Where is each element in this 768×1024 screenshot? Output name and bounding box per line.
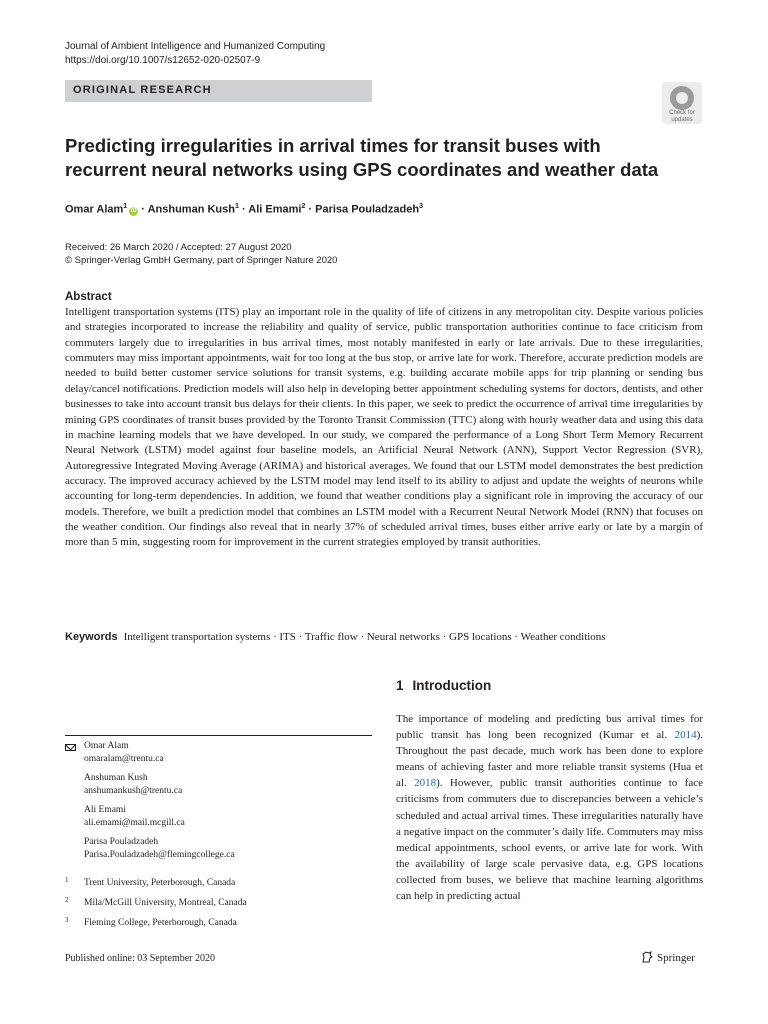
orcid-icon[interactable]: iD	[130, 207, 137, 214]
corresponding-authors	[65, 740, 372, 868]
envelope-icon	[65, 744, 76, 751]
copyright-notice: © Springer-Verlag GmbH Germany, part of Springer Nature 2020	[65, 255, 338, 266]
author-name: Ali Emami	[248, 203, 302, 216]
section-number: 1	[396, 678, 404, 693]
footnote-author-email[interactable]: omaralam@trentu.ca	[84, 753, 164, 764]
keywords	[65, 631, 606, 643]
publisher-logo	[640, 950, 695, 964]
affiliation-number: 3	[65, 916, 69, 924]
check-updates-line1: Check for	[669, 110, 695, 116]
affiliation-number: 2	[65, 896, 69, 904]
footnote-author-email[interactable]: anshumankush@trentu.ca	[84, 785, 183, 796]
author-name: Anshuman Kush	[147, 203, 235, 216]
affiliation-text: Trent University, Peterborough, Canada	[84, 878, 236, 888]
affiliation-item	[65, 877, 372, 889]
footnote-author	[84, 804, 372, 829]
footnote-divider	[65, 735, 372, 736]
footnote-author-email[interactable]: ali.emami@mail.mcgill.ca	[84, 817, 185, 828]
author-affil-number: 2	[301, 203, 306, 210]
article-title: Predicting irregularities in arrival times for transit buses with recurrent neural networks using GPS coordinates and weather data	[65, 135, 659, 180]
keywords-list: Intelligent transportation systems · ITS · Traffic flow · Neural networks · GPS locations · Weather conditions	[123, 631, 606, 643]
article-history	[65, 241, 337, 267]
abstract-heading: Abstract	[65, 291, 112, 303]
introduction-paragraph	[396, 711, 703, 904]
intro-text: The importance of modeling and predicting bus arrival times for public transit has long been recognized (Kumar et al.	[396, 713, 703, 742]
check-updates-icon	[670, 86, 694, 110]
abstract-text: Intelligent transportation systems (ITS) play an important role in the quality of life of citizens in any metropolitan city. Despite various policies and strategies incorporated to increase the reliability and quality of service, public transportation authorities continue to face criticism from commuters largely due to irregularities in bus arrival times, most notably manifested in early or late arrivals. Due to these irregularities, commuters may miss important appointments, wait for too long at the bus stop, or arrive late for work. Therefore, accurate prediction models are needed to build better customer service solutions for transit systems, e.g. building accurate mobile apps for trip planning or sending bus delay/cancel notifications. Prediction models will also help in developing better appointment scheduling systems for doctors, dentists, and other businesses to take into account transit bus delays for their clients. In this paper, we seek to predict the occurrence of arrival time irregularities by mining GPS coordinates of transit buses provided by the Toronto Transit Commission (TTC) along with hourly weather data and using this data in machine learning models that we have developed. In our study, we compared the performance of a Long Short Term Memory Recurrent Neural Network (LSTM) model against four baseline models, an Artificial Neural Network (ANN), Support Vector Regression (SVR), Autoregressive Integrated Moving Average (ARIMA) and historical averages. We found that our LSTM model demonstrates the best prediction accuracy. The improved accuracy achieved by the LSTM model may lend itself to its ability to adjust and update the weights of neurons while accounting for long-term dependencies. In addition, we found that weather conditions play a significant role in improving the accuracy of our models. Therefore, we built a prediction model that combines an LSTM model with a Recurrent Neural Network Model (RNN) that focuses on the weather condition. Our findings also reveal that in nearly 37% of scheduled arrival times, buses either arrive early or late by a margin of more than 5 min, suggesting room for improvement in the current strategies employed by transit authorities.	[65, 306, 703, 549]
footnote-author-name: Omar Alam	[84, 741, 129, 751]
affiliation-list	[65, 877, 372, 937]
footnote-author-name: Ali Emami	[84, 805, 126, 815]
section-heading-introduction	[396, 678, 491, 693]
section-title: Introduction	[412, 678, 492, 693]
footnote-author-name: Anshuman Kush	[84, 773, 148, 783]
footnote-author-email[interactable]: Parisa.Pouladzadeh@flemingcollege.ca	[84, 849, 235, 860]
check-for-updates-badge[interactable]	[662, 82, 702, 124]
affiliation-text: Mila/McGill University, Montreal, Canada	[84, 898, 247, 908]
doi-link[interactable]: https://doi.org/10.1007/s12652-020-02507-9	[65, 55, 261, 66]
author-list: Omar Alam$^1$iD · Anshuman Kush$^1$ · Ali Emami$^2$ · Parisa Pouladzadeh$^3$	[65, 203, 423, 216]
published-online-date: Published online: 03 September 2020	[65, 953, 215, 964]
footnote-author	[84, 836, 372, 861]
footnote-author	[84, 772, 372, 797]
author-name: Omar Alam	[65, 203, 124, 216]
author-affil-number: 3	[419, 203, 423, 210]
springer-horse-icon	[640, 950, 654, 964]
intro-text: ). However, public transit authorities continue to face criticisms from commuters due to discrepancies between a vehicle’s scheduled and actual arrival times. These irregularities naturally have a negative impact on the commuter’s daily life. Commuters may miss medical appointments, school events, or arrive late for work. With the availability of large scale pervasive data, e.g. GPS locations collected from buses, we believe that machine learning algorithms can help in predicting actual	[396, 777, 703, 903]
check-updates-line2: updates	[671, 116, 693, 123]
publisher-name: Springer	[657, 952, 695, 964]
footnote-author-name: Parisa Pouladzadeh	[84, 837, 159, 847]
affiliation-text: Fleming College, Peterborough, Canada	[84, 918, 237, 928]
affiliation-item	[65, 897, 372, 909]
citation-link[interactable]: 2018	[414, 777, 437, 790]
journal-header	[65, 40, 325, 68]
journal-name: Journal of Ambient Intelligence and Humanized Computing	[65, 41, 326, 52]
intro-text: ). Throughout the past decade, much work has been done to explore means of achieving faster and more reliable transit systems (Hua et al.	[396, 729, 703, 790]
footnote-author	[84, 740, 372, 765]
keywords-label: Keywords	[65, 631, 118, 643]
received-accepted-dates: Received: 26 March 2020 / Accepted: 27 August 2020	[65, 242, 292, 253]
author-name: Parisa Pouladzadeh	[315, 203, 420, 216]
article-type-banner	[65, 80, 372, 102]
affiliation-number: 1	[65, 876, 69, 884]
author-affil-number: 1	[123, 203, 128, 210]
citation-link[interactable]: 2014	[674, 729, 697, 742]
article-type-label: ORIGINAL RESEARCH	[73, 84, 212, 96]
affiliation-item	[65, 917, 372, 929]
author-affil-number: 1	[234, 203, 239, 210]
